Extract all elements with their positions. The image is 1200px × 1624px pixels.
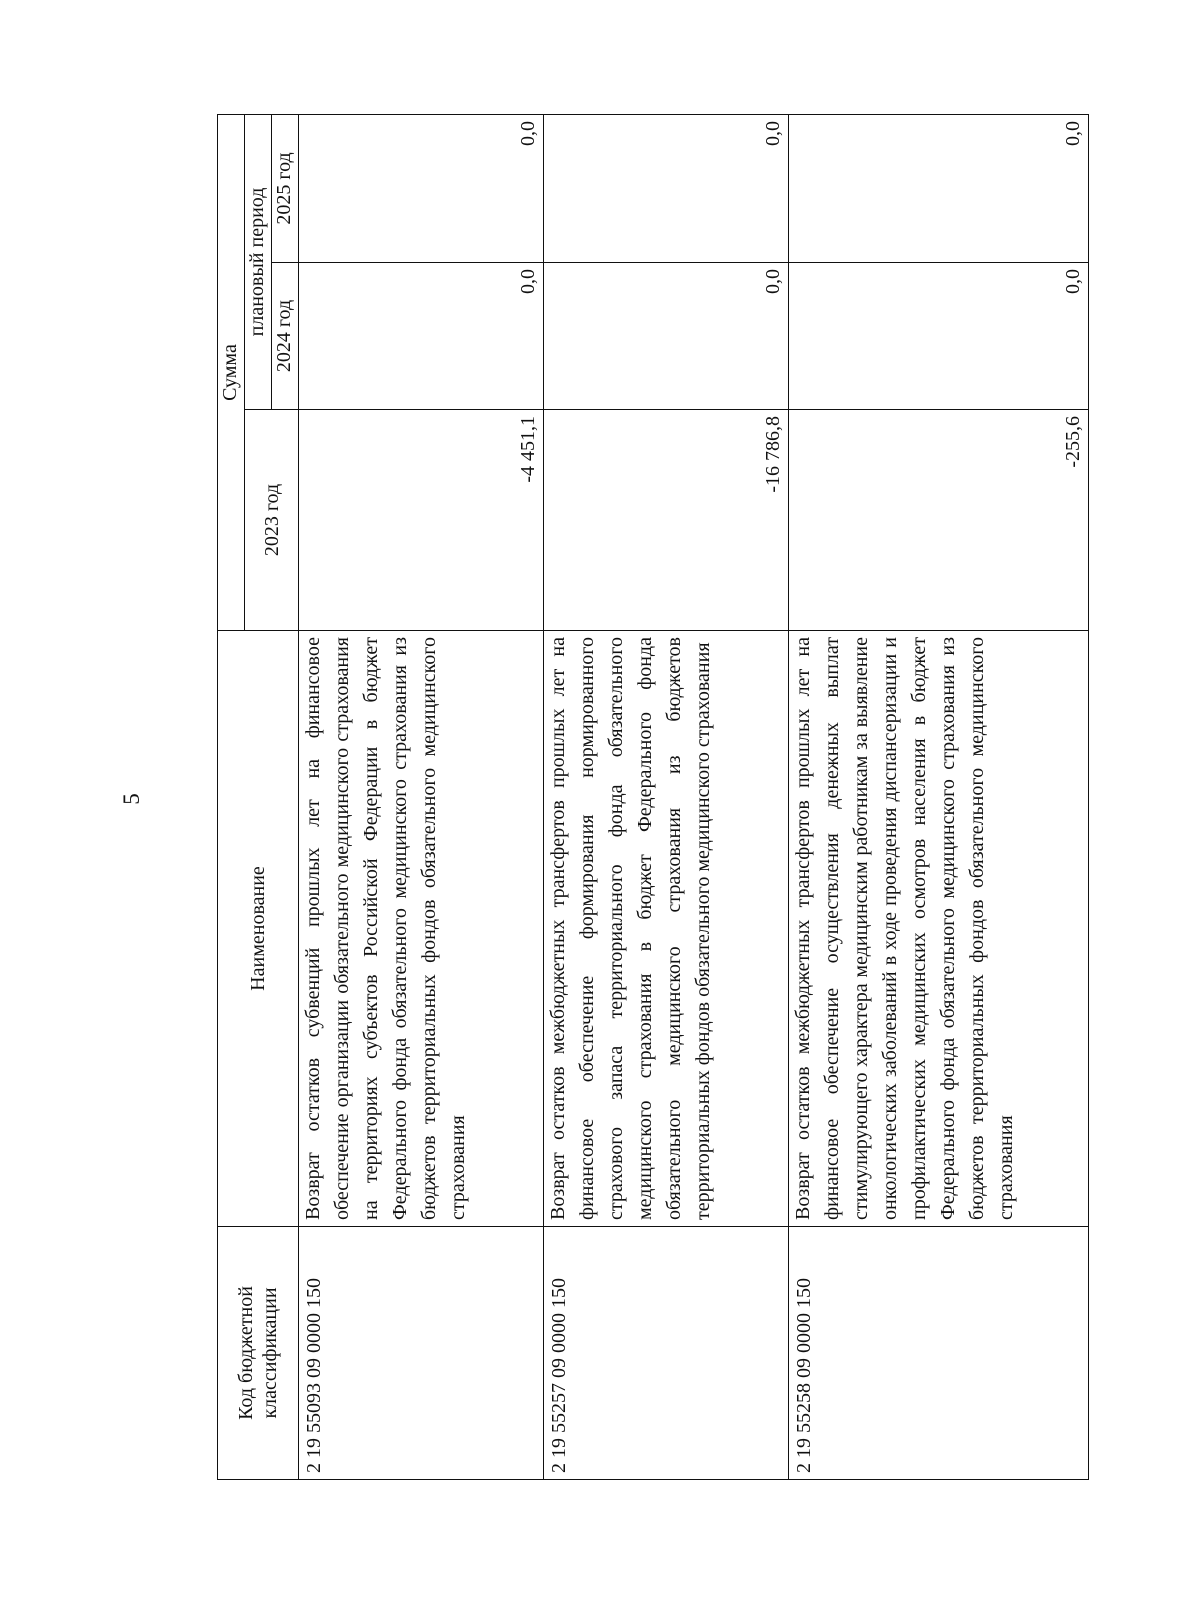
header-year-2023: 2023 год [245,410,299,631]
row-value-2025: 0,0 [299,114,544,262]
table-row [789,114,1089,1479]
row-value-2025: 0,0 [544,114,789,262]
row-name: Возврат остатков межбюджетных трансфертов прошлых лет на финансовое обеспечение формирования нормированного страхового запаса территориального фонда обязательного медицинского страхования в бюджет Федерального фонда обязательного медицинского страхования из бюджетов территориальных фондов обязательного медицинского страхования [544,631,789,1227]
row-value-2025: 0,0 [789,114,1089,262]
header-planning-period: плановый период [245,114,272,409]
row-value-2024: 0,0 [544,263,789,410]
header-sum: Сумма [218,114,245,630]
row-code: 2 19 55257 09 0000 150 [544,1227,789,1480]
rotated-page-content [217,115,1085,1480]
row-code: 2 19 55093 09 0000 150 [299,1227,544,1480]
row-code: 2 19 55258 09 0000 150 [789,1227,1089,1480]
row-value-2023: -16 786,8 [544,410,789,631]
row-name: Возврат остатков межбюджетных трансфертов прошлых лет на финансовое обеспечение осуществления денежных выплат стимулирующего характера медицинским работникам за выявление онкологических заболеваний в ходе проведения диспансеризации и профилактических медицинских осмотров населения в бюджет Федерального фонда обязательного медицинского страхования из бюджетов территориальных фондов обязательного медицинского страхования [789,631,1089,1227]
table-row [544,114,789,1479]
table-row [299,114,544,1479]
header-year-2024: 2024 год [272,263,299,410]
header-name: Наименование [218,631,299,1227]
row-value-2024: 0,0 [789,263,1089,410]
header-code: Код бюджетной классификации [218,1227,299,1480]
row-name: Возврат остатков субвенций прошлых лет на финансовое обеспечение организации обязательного медицинского страхования на территориях субъектов Российской Федерации в бюджет Федерального фонда обязательного медицинского страхования из бюджетов территориальных фондов обязательного медицинского страхования [299,631,544,1227]
row-value-2023: -4 451,1 [299,410,544,631]
row-value-2024: 0,0 [299,263,544,410]
page-number: 5 [118,793,144,805]
row-value-2023: -255,6 [789,410,1089,631]
budget-table [217,114,1089,1480]
header-year-2025: 2025 год [272,114,299,262]
